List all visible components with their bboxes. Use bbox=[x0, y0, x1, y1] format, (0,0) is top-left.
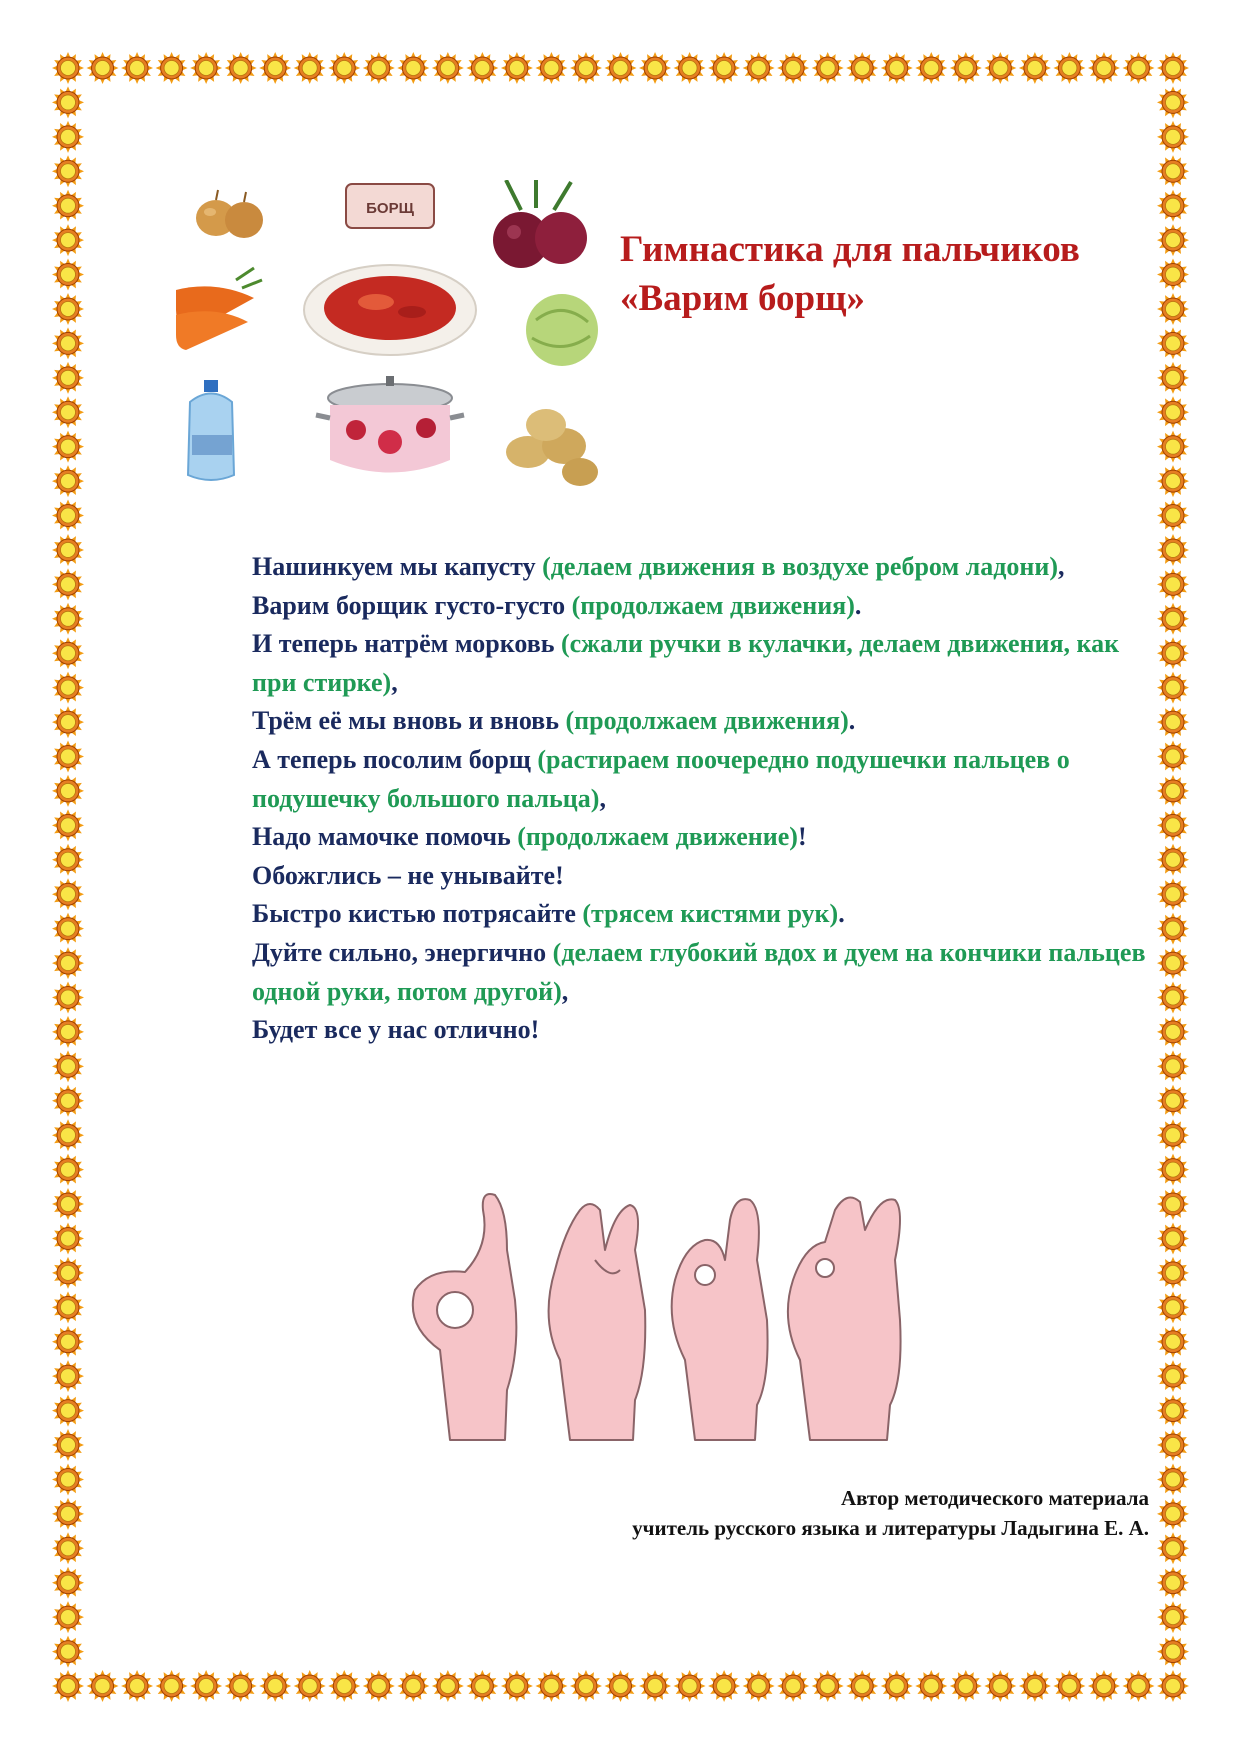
hand-3 bbox=[672, 1199, 768, 1440]
poem-line: Надо мамочке помочь (продолжаем движение)! bbox=[252, 822, 807, 852]
sun-icon bbox=[1122, 1670, 1154, 1702]
sun-icon bbox=[294, 1670, 326, 1702]
sun-icon bbox=[881, 1670, 913, 1702]
sun-icon bbox=[674, 1670, 706, 1702]
sun-icon bbox=[52, 672, 84, 704]
sun-icon bbox=[52, 1119, 84, 1151]
sun-icon bbox=[52, 1326, 84, 1358]
sun-icon bbox=[52, 947, 84, 979]
sun-icon bbox=[87, 1670, 119, 1702]
sun-icon bbox=[812, 1670, 844, 1702]
sun-icon bbox=[1157, 878, 1189, 910]
sun-icon bbox=[1157, 534, 1189, 566]
sun-icon bbox=[52, 293, 84, 325]
sun-icon bbox=[397, 52, 429, 84]
sun-icon bbox=[570, 52, 602, 84]
sun-icon bbox=[52, 396, 84, 428]
sun-icon bbox=[52, 327, 84, 359]
sun-icon bbox=[1157, 86, 1189, 118]
sun-icon bbox=[52, 224, 84, 256]
sun-icon bbox=[1157, 706, 1189, 738]
sun-icon bbox=[1157, 603, 1189, 635]
sun-icon bbox=[294, 52, 326, 84]
sun-icon bbox=[52, 259, 84, 291]
sun-icon bbox=[259, 52, 291, 84]
sun-icon bbox=[1053, 52, 1085, 84]
sun-icon bbox=[190, 1670, 222, 1702]
sun-icon bbox=[52, 1601, 84, 1633]
sun-icon bbox=[363, 52, 395, 84]
sun-icon bbox=[1157, 52, 1189, 84]
sun-icon bbox=[1157, 396, 1189, 428]
page-title bbox=[620, 225, 1080, 323]
sun-icon bbox=[363, 1670, 395, 1702]
carrot-image bbox=[176, 268, 262, 350]
sun-icon bbox=[1157, 1154, 1189, 1186]
sun-icon bbox=[52, 86, 84, 118]
cabbage-image bbox=[526, 294, 598, 366]
sun-icon bbox=[52, 1050, 84, 1082]
sun-icon bbox=[639, 1670, 671, 1702]
sun-icon bbox=[1053, 1670, 1085, 1702]
sun-icon bbox=[52, 534, 84, 566]
sun-icon bbox=[52, 1360, 84, 1392]
sun-icon bbox=[156, 1670, 188, 1702]
sun-icon bbox=[674, 52, 706, 84]
svg-text:БОРЩ: БОРЩ bbox=[366, 200, 414, 217]
sun-icon bbox=[1157, 1222, 1189, 1254]
sun-icon bbox=[52, 1085, 84, 1117]
sun-icon bbox=[52, 1222, 84, 1254]
poem-line: Будет все у нас отлично! bbox=[252, 1015, 540, 1045]
sun-icon bbox=[1157, 1395, 1189, 1427]
sun-icon bbox=[1157, 1360, 1189, 1392]
sun-icon bbox=[225, 52, 257, 84]
sun-icon bbox=[52, 1429, 84, 1461]
potatoes-image bbox=[506, 409, 598, 486]
sun-icon bbox=[1157, 1050, 1189, 1082]
sun-icon bbox=[1157, 155, 1189, 187]
sun-icon bbox=[915, 1670, 947, 1702]
sun-icon bbox=[1157, 1257, 1189, 1289]
sun-icon bbox=[535, 52, 567, 84]
sun-icon bbox=[52, 1463, 84, 1495]
sun-icon bbox=[1157, 224, 1189, 256]
sun-icon bbox=[950, 52, 982, 84]
sun-icon bbox=[52, 431, 84, 463]
sun-icon bbox=[1088, 52, 1120, 84]
onion-image bbox=[196, 190, 263, 238]
sun-icon bbox=[1157, 431, 1189, 463]
sun-icon bbox=[52, 121, 84, 153]
sun-icon bbox=[52, 878, 84, 910]
sun-icon bbox=[87, 52, 119, 84]
sun-icon bbox=[52, 1532, 84, 1564]
sun-icon bbox=[1157, 1636, 1189, 1668]
sun-icon bbox=[812, 52, 844, 84]
sun-icon bbox=[52, 1291, 84, 1323]
sun-icon bbox=[1157, 947, 1189, 979]
sun-icon bbox=[1157, 1670, 1189, 1702]
sun-icon bbox=[639, 52, 671, 84]
sun-icon bbox=[52, 568, 84, 600]
sun-icon bbox=[52, 603, 84, 635]
hand-4 bbox=[788, 1198, 901, 1441]
sun-icon bbox=[52, 706, 84, 738]
sun-icon bbox=[1157, 190, 1189, 222]
sun-icon bbox=[777, 52, 809, 84]
sun-icon bbox=[743, 1670, 775, 1702]
sun-icon bbox=[1157, 1532, 1189, 1564]
sun-icon bbox=[708, 1670, 740, 1702]
author-line-2: учитель русского языка и литературы Ладыгина Е. А. bbox=[632, 1516, 1149, 1540]
sun-icon bbox=[1157, 1326, 1189, 1358]
sun-icon bbox=[52, 913, 84, 945]
sun-icon bbox=[52, 465, 84, 497]
author-line-1: Автор методического материала bbox=[840, 1486, 1149, 1510]
sun-icon bbox=[190, 52, 222, 84]
sun-icon bbox=[52, 844, 84, 876]
sun-icon bbox=[1157, 1498, 1189, 1530]
borscht-plate-image bbox=[304, 265, 476, 355]
sun-icon bbox=[1157, 637, 1189, 669]
title-line-2: «Варим борщ» bbox=[620, 278, 865, 319]
sun-icon bbox=[1157, 121, 1189, 153]
sun-icon bbox=[1157, 327, 1189, 359]
sun-icon bbox=[156, 52, 188, 84]
sun-icon bbox=[1157, 775, 1189, 807]
sun-icon bbox=[1157, 1567, 1189, 1599]
author-signature bbox=[632, 1483, 1149, 1543]
sun-icon bbox=[1019, 52, 1051, 84]
sun-icon bbox=[52, 362, 84, 394]
sun-icon bbox=[846, 1670, 878, 1702]
hand-2 bbox=[549, 1204, 646, 1440]
sun-icon bbox=[328, 52, 360, 84]
sun-icon bbox=[846, 52, 878, 84]
sun-icon bbox=[52, 741, 84, 773]
sun-icon bbox=[777, 1670, 809, 1702]
pot-image bbox=[316, 376, 464, 473]
sun-icon bbox=[1157, 568, 1189, 600]
sun-icon bbox=[1157, 1085, 1189, 1117]
sun-icon bbox=[605, 52, 637, 84]
hand-1 bbox=[413, 1194, 517, 1440]
sun-icon bbox=[52, 1636, 84, 1668]
borscht-sign bbox=[346, 184, 434, 228]
sun-icon bbox=[432, 1670, 464, 1702]
sun-icon bbox=[1157, 1188, 1189, 1220]
sun-icon bbox=[743, 52, 775, 84]
sun-icon bbox=[708, 52, 740, 84]
sun-icon bbox=[1088, 1670, 1120, 1702]
sun-icon bbox=[1157, 1429, 1189, 1461]
sun-icon bbox=[950, 1670, 982, 1702]
sun-icon bbox=[52, 637, 84, 669]
sun-icon bbox=[1157, 809, 1189, 841]
sun-icon bbox=[984, 52, 1016, 84]
sun-icon bbox=[535, 1670, 567, 1702]
water-bottle-image bbox=[188, 380, 234, 480]
sun-icon bbox=[1157, 1119, 1189, 1151]
sun-icon bbox=[52, 809, 84, 841]
sun-icon bbox=[52, 1016, 84, 1048]
sun-icon bbox=[1157, 500, 1189, 532]
poem bbox=[252, 548, 1157, 1050]
sun-icon bbox=[52, 500, 84, 532]
sun-icon bbox=[1157, 1291, 1189, 1323]
sun-icon bbox=[1019, 1670, 1051, 1702]
sun-icon bbox=[881, 52, 913, 84]
sun-icon bbox=[1157, 362, 1189, 394]
sun-icon bbox=[1157, 293, 1189, 325]
sun-icon bbox=[259, 1670, 291, 1702]
sun-icon bbox=[501, 52, 533, 84]
sun-icon bbox=[225, 1670, 257, 1702]
poem-line: Трём её мы вновь и вновь (продолжаем движения). bbox=[252, 706, 856, 736]
sun-icon bbox=[1157, 465, 1189, 497]
poem-line: Дуйте сильно, энергично (делаем глубокий вдох и дуем на кончики пальцев одной руки, потом другой), bbox=[252, 937, 1146, 1006]
sun-icon bbox=[52, 1670, 84, 1702]
poem-line: И теперь натрём морковь (сжали ручки в кулачки, делаем движения, как при стирке), bbox=[252, 629, 1120, 697]
poem-line: Обожглись – не унывайте! bbox=[252, 860, 564, 890]
beets-image bbox=[493, 180, 587, 268]
poem-line: Варим борщик густо-густо (продолжаем движения). bbox=[252, 590, 862, 620]
sun-icon bbox=[1157, 1016, 1189, 1048]
sun-icon bbox=[328, 1670, 360, 1702]
sun-icon bbox=[52, 1567, 84, 1599]
sun-icon bbox=[121, 1670, 153, 1702]
sun-icon bbox=[52, 1257, 84, 1289]
sun-icon bbox=[1157, 1463, 1189, 1495]
sun-icon bbox=[432, 52, 464, 84]
sun-icon bbox=[397, 1670, 429, 1702]
sun-icon bbox=[1157, 844, 1189, 876]
sun-icon bbox=[52, 155, 84, 187]
sun-icon bbox=[1157, 259, 1189, 291]
sun-icon bbox=[915, 52, 947, 84]
poem-line: Нашинкуем мы капусту (делаем движения в воздухе ребром ладони), bbox=[252, 552, 1065, 581]
sun-icon bbox=[52, 775, 84, 807]
poem-line: Быстро кистью потрясайте (трясем кистями рук). bbox=[252, 899, 845, 929]
sun-icon bbox=[52, 52, 84, 84]
sun-icon bbox=[1157, 1601, 1189, 1633]
sun-icon bbox=[52, 1154, 84, 1186]
hands-illustration bbox=[395, 1150, 935, 1450]
sun-icon bbox=[984, 1670, 1016, 1702]
poem-line: А теперь посолим борщ (растираем поочередно подушечки пальцев о подушечку большого пальца), bbox=[252, 744, 1070, 813]
sun-icon bbox=[466, 1670, 498, 1702]
title-line-1: Гимнастика для пальчиков bbox=[620, 229, 1080, 270]
sun-icon bbox=[1122, 52, 1154, 84]
sun-icon bbox=[1157, 741, 1189, 773]
sun-icon bbox=[570, 1670, 602, 1702]
sun-icon bbox=[1157, 672, 1189, 704]
sun-icon bbox=[52, 190, 84, 222]
sun-icon bbox=[605, 1670, 637, 1702]
sun-icon bbox=[1157, 981, 1189, 1013]
sun-icon bbox=[1157, 913, 1189, 945]
sun-icon bbox=[121, 52, 153, 84]
sun-icon bbox=[501, 1670, 533, 1702]
borscht-ingredients-collage bbox=[176, 180, 600, 495]
sun-icon bbox=[52, 1188, 84, 1220]
sun-icon bbox=[52, 1498, 84, 1530]
sun-icon bbox=[52, 1395, 84, 1427]
sun-icon bbox=[52, 981, 84, 1013]
sun-icon bbox=[466, 52, 498, 84]
